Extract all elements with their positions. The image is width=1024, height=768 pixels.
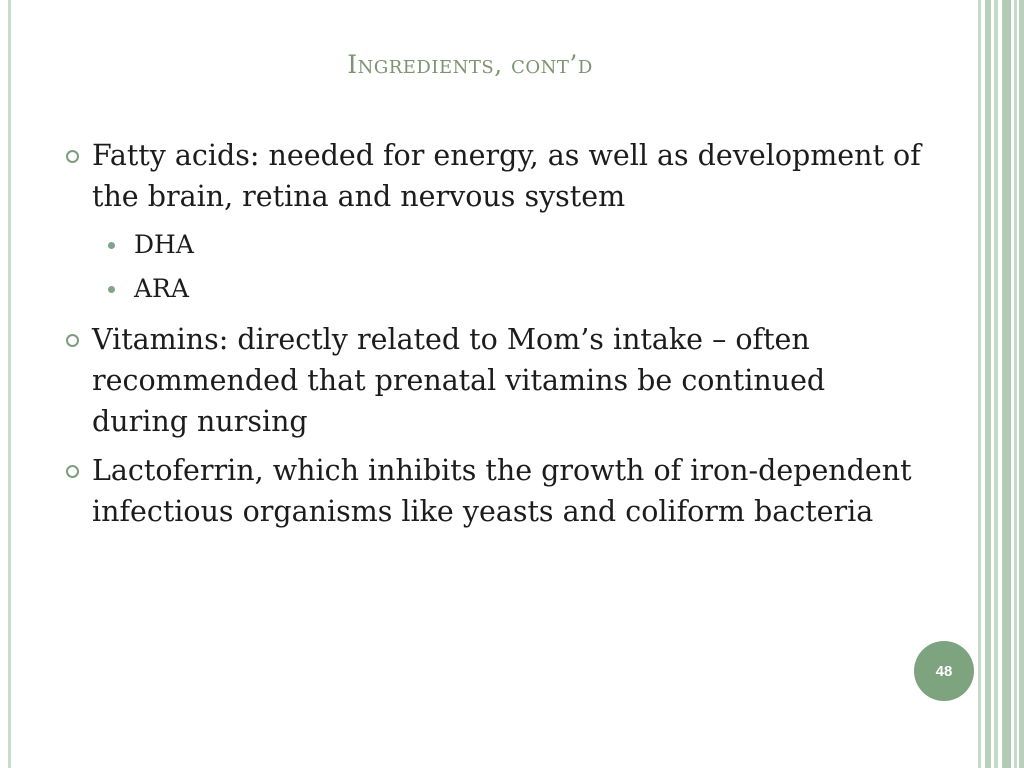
ring-bullet-icon <box>66 334 79 347</box>
dot-bullet-icon <box>108 286 115 293</box>
sub-bullet-text: DHA <box>134 230 194 259</box>
bullet-item <box>62 319 922 442</box>
bullet-text: Vitamins: directly related to Mom’s intake – often recommended that prenatal vitamins be continued during nursing <box>92 323 826 438</box>
right-border-stripe <box>994 0 998 768</box>
slide-title: Ingredients, cont’d <box>347 50 593 79</box>
bullet-item <box>62 135 922 217</box>
sub-bullet-text: ARA <box>134 274 189 303</box>
dot-bullet-icon <box>108 242 115 249</box>
ring-bullet-icon <box>66 465 79 478</box>
sub-bullet-item <box>62 225 922 265</box>
right-border-stripe <box>1014 0 1017 768</box>
bullet-item <box>62 450 922 532</box>
sub-bullet-item <box>62 269 922 309</box>
right-border-stripe <box>985 0 991 768</box>
sub-list <box>62 225 922 309</box>
page-number-badge: 48 <box>914 641 974 701</box>
right-border-stripe <box>978 0 981 768</box>
bullet-text: Lactoferrin, which inhibits the growth of iron-dependent infectious organisms like yeasts and coliform bacteria <box>92 454 912 528</box>
slide-content <box>62 135 922 540</box>
ring-bullet-icon <box>66 150 79 163</box>
right-border-stripe <box>1019 0 1024 768</box>
right-border-stripe <box>1002 0 1011 768</box>
bullet-text: Fatty acids: needed for energy, as well as development of the brain, retina and nervous system <box>92 139 921 213</box>
left-border-line <box>8 0 11 768</box>
